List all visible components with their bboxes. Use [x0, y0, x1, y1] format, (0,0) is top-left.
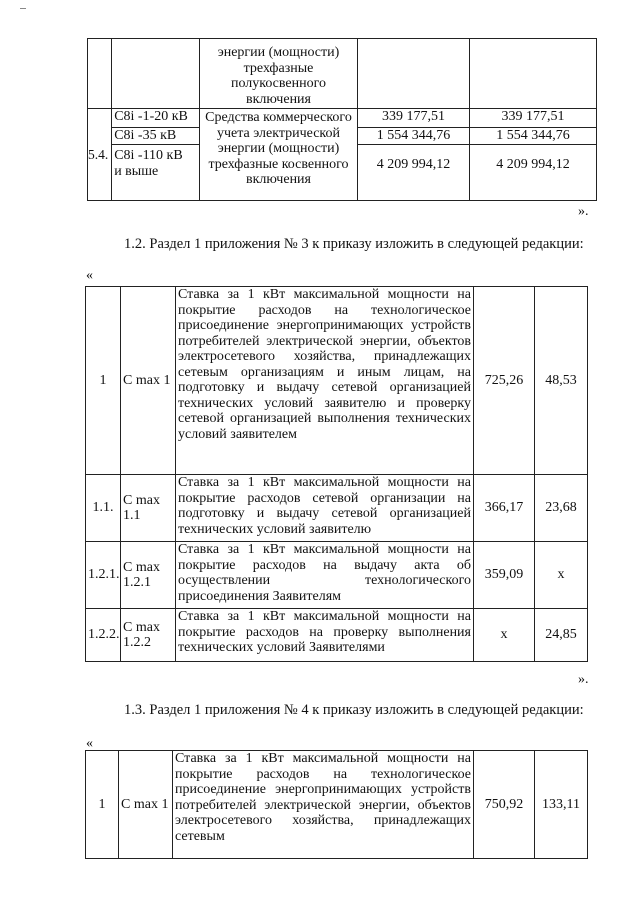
- code-line: и выше: [114, 163, 159, 179]
- table-row: [88, 109, 597, 201]
- desc-cell: Ставка за 1 кВт максимальной мощности на покрытие расходов на выдачу акта об осуществлении технологического присоединения Заявителям: [176, 542, 474, 609]
- desc-line: включения: [245, 91, 311, 107]
- row-number: 1.2.1.: [86, 542, 121, 609]
- code-cell: C max 1.1: [121, 475, 176, 542]
- paragraph-1-2: 1.2. Раздел 1 приложения № 3 к приказу изложить в следующей редакции:: [124, 236, 584, 252]
- table-row: [86, 609, 588, 662]
- code-cell: [112, 109, 200, 201]
- code-line: C8i -110 кВ: [114, 148, 183, 163]
- value-cell: 24,85: [535, 609, 588, 662]
- value-cell: 750,92: [474, 751, 535, 859]
- value-cell: 359,09: [474, 542, 535, 609]
- opening-quote: «: [86, 736, 93, 751]
- value-cell: 23,68: [535, 475, 588, 542]
- closing-quote: ».: [578, 204, 589, 219]
- opening-quote: «: [86, 268, 93, 283]
- code-cell: C max 1.2.2: [121, 609, 176, 662]
- code-cell: C max 1.2.1: [121, 542, 176, 609]
- value-text: 1 554 344,76: [358, 128, 469, 145]
- desc-cell: Ставка за 1 кВт максимальной мощности на покрытие расходов сетевой организации на подготовку и выдачу сетевой организацией технических условий заявителю: [176, 475, 474, 542]
- value-text: 1 554 344,76: [470, 128, 596, 145]
- closing-quote: ».: [578, 672, 589, 687]
- value-cell: 725,26: [474, 287, 535, 475]
- desc-line: включения: [245, 172, 311, 187]
- desc-cell: [199, 39, 357, 109]
- paragraph-1-3: 1.3. Раздел 1 приложения № 4 к приказу изложить в следующей редакции:: [124, 702, 584, 718]
- table-mid: [85, 286, 588, 662]
- desc-line: трехфазные: [243, 60, 314, 76]
- desc-line: трехфазные косвенного: [208, 156, 349, 172]
- value-text: 339 177,51: [470, 109, 596, 128]
- desc-cell: [199, 109, 357, 201]
- value-cell: 133,11: [535, 751, 588, 859]
- desc-line: энергии (мощности): [217, 141, 340, 156]
- value-text: 4 209 994,12: [376, 157, 451, 172]
- code-cell: C max 1: [121, 287, 176, 475]
- row-num-cell: [88, 39, 112, 109]
- desc-cell: Ставка за 1 кВт максимальной мощности на покрытие расходов на проверку выполнения технических условий Заявителями: [176, 609, 474, 662]
- row-number: 1: [86, 287, 121, 475]
- desc-line: учета электрической: [216, 125, 340, 141]
- value-cell: 366,17: [474, 475, 535, 542]
- table-row: [86, 542, 588, 609]
- desc-cell: Ставка за 1 кВт максимальной мощности на покрытие расходов на технологическое присоединение энергопринимающих устройств потребителей электрической энергии, объектов электросетевого хозяйства, принадлежащих сетевым организациям и иным лицам, на подготовку и выдачу сетевой организацией технических условий заявителю и проверку сетевой организацией выполнения технических условий заявителем: [176, 287, 474, 475]
- table-top: [87, 38, 597, 201]
- row-number: 1.2.2.: [86, 609, 121, 662]
- code-cell: [112, 39, 200, 109]
- scan-mark: [20, 8, 26, 9]
- row-number: 5.4.: [88, 109, 112, 201]
- desc-line: Средства коммерческого: [205, 110, 352, 125]
- value-cell: [469, 109, 596, 201]
- row-number: 1: [86, 751, 119, 859]
- desc-line: энергии (мощности): [217, 45, 340, 60]
- value-cell: [469, 39, 596, 109]
- desc-line: полукосвенного: [230, 76, 327, 91]
- table-bottom: [85, 750, 588, 859]
- table-row: [86, 475, 588, 542]
- value-cell: [358, 39, 470, 109]
- value-cell: x: [535, 542, 588, 609]
- table-row: [88, 39, 597, 109]
- value-cell: [358, 109, 470, 201]
- table-row: [86, 751, 588, 859]
- value-cell: x: [474, 609, 535, 662]
- row-number: 1.1.: [86, 475, 121, 542]
- value-cell: 48,53: [535, 287, 588, 475]
- desc-cell: Ставка за 1 кВт максимальной мощности на покрытие расходов на технологическое присоединение энергопринимающих устройств потребителей электрической энергии, объектов электросетевого хозяйства, принадлежащих сетевым: [173, 751, 474, 859]
- table-row: [86, 287, 588, 475]
- value-text: 339 177,51: [358, 109, 469, 128]
- value-text: 4 209 994,12: [496, 157, 570, 172]
- code-line: C8i -35 кВ: [112, 128, 199, 145]
- code-cell: C max 1: [119, 751, 173, 859]
- code-line: C8i -1-20 кВ: [112, 109, 199, 128]
